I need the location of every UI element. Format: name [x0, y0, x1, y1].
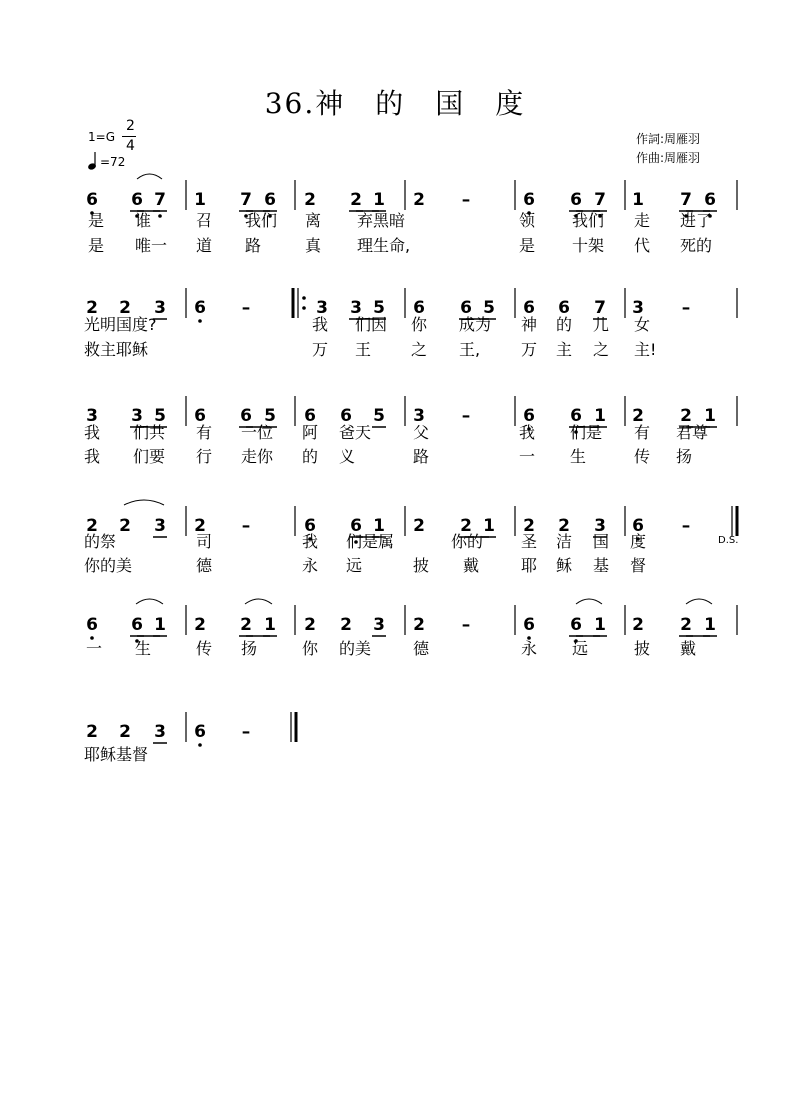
note: 6: [304, 406, 316, 426]
lyric-word: 国: [593, 532, 610, 551]
lyric-word: 有: [196, 423, 213, 442]
note: 1: [154, 615, 166, 635]
slur: [136, 599, 163, 604]
lyric-word: 扬: [241, 639, 258, 658]
lyric-word: 光明国度?: [84, 315, 157, 334]
lyricist-credit: 作詞:周雁羽: [636, 132, 701, 146]
lyric-word: 远: [346, 556, 363, 575]
lyric-word: 戴: [463, 556, 480, 575]
lyric-word: 传: [196, 639, 213, 658]
lyric-word: 死的: [680, 236, 713, 255]
ds-marking: D.S.: [718, 535, 739, 546]
lyric-word: 神: [521, 315, 538, 334]
note: 5: [154, 406, 166, 426]
lyric-word: 一: [86, 639, 103, 658]
lyric-word: 爸天: [339, 423, 372, 442]
lyric-word: 基: [593, 556, 610, 575]
lyric-word: 们是: [570, 423, 603, 442]
note: 6: [264, 190, 276, 210]
dash-note: –: [461, 615, 471, 635]
lyric-word: 的祭: [84, 532, 117, 551]
lower-octave-dot: [158, 214, 162, 218]
lyric-word: 我: [302, 532, 319, 551]
note: 3: [413, 406, 425, 426]
slur: [245, 599, 272, 604]
note: 2: [558, 516, 570, 536]
note: 3: [154, 298, 166, 318]
dash-note: –: [681, 298, 691, 318]
lyric-word: 是: [88, 236, 105, 255]
note: 6: [523, 298, 535, 318]
lyric-word: 之: [593, 340, 610, 359]
note: 3: [316, 298, 328, 318]
lyric-word: 真: [305, 236, 322, 255]
lyric-word: 我: [312, 315, 329, 334]
key-signature: 1=G: [88, 130, 115, 144]
dash-note: –: [241, 516, 251, 536]
lyric-word: 是: [519, 236, 536, 255]
note: 3: [154, 516, 166, 536]
note: 2: [632, 615, 644, 635]
note: 2: [86, 722, 98, 742]
note: 2: [460, 516, 472, 536]
lyric-word: 扬: [676, 447, 693, 466]
note: 2: [119, 722, 131, 742]
lyric-word: 理生命,: [357, 236, 411, 255]
note: 1: [264, 615, 276, 635]
note: 6: [413, 298, 425, 318]
note: 6: [194, 722, 206, 742]
note: 2: [632, 406, 644, 426]
lyric-word: 儿: [593, 315, 610, 334]
lyric-word: 耶稣基督: [84, 745, 149, 764]
lyric-word: 主: [556, 340, 573, 359]
note: 6: [194, 298, 206, 318]
repeat-dot: [302, 306, 306, 310]
note: 1: [704, 406, 716, 426]
lyric-word: 传: [634, 447, 651, 466]
note: 6: [570, 615, 582, 635]
note: 6: [523, 406, 535, 426]
note: 2: [350, 190, 362, 210]
lyric-word: 一: [519, 447, 536, 466]
note: 3: [373, 615, 385, 635]
note: 5: [373, 298, 385, 318]
lyric-word: 十架: [572, 236, 605, 255]
note: 2: [413, 615, 425, 635]
lyric-word: 度: [630, 532, 647, 551]
lyric-word: 的: [556, 315, 573, 334]
note: 6: [340, 406, 352, 426]
lyric-word: 万: [521, 340, 538, 359]
note: 2: [194, 615, 206, 635]
lyric-word: 披: [634, 639, 651, 658]
note: 7: [680, 190, 692, 210]
note: 6: [194, 406, 206, 426]
note: 2: [119, 298, 131, 318]
lyric-word: 耶: [521, 556, 538, 575]
lyric-word: 有: [634, 423, 651, 442]
note: 7: [594, 298, 606, 318]
note: 6: [558, 298, 570, 318]
lyric-word: 王,: [459, 340, 481, 359]
lyric-word: 君尊: [676, 423, 709, 442]
note: 6: [304, 516, 316, 536]
lyric-word: 德: [413, 639, 430, 658]
note: 2: [119, 516, 131, 536]
note: 1: [373, 516, 385, 536]
note: 2: [340, 615, 352, 635]
lyric-word: 督: [630, 556, 647, 575]
note: 6: [632, 516, 644, 536]
note: 2: [194, 516, 206, 536]
note: 6: [86, 615, 98, 635]
lyric-word: 生: [135, 639, 152, 658]
lyric-word: 女: [634, 315, 651, 334]
note: 6: [86, 190, 98, 210]
slur: [686, 599, 712, 604]
lyric-word: 王: [355, 340, 372, 359]
tempo-mark: =72: [100, 155, 126, 169]
lyric-word: 我: [84, 447, 101, 466]
note: 2: [413, 190, 425, 210]
lyric-word: 万: [312, 340, 329, 359]
lyric-word: 们是属: [346, 532, 395, 551]
lyric-word: 你: [411, 315, 428, 334]
lyric-word: 主!: [634, 340, 657, 359]
lyric-word: 我: [84, 423, 101, 442]
note: 3: [131, 406, 143, 426]
note: 6: [131, 190, 143, 210]
lyric-word: 走: [634, 211, 651, 230]
composer-credit: 作曲:周雁羽: [636, 151, 701, 165]
lyric-word: 我: [519, 423, 536, 442]
lyric-word: 阿: [302, 423, 319, 442]
lyric-word: 一位: [241, 423, 274, 442]
dash-note: –: [241, 722, 251, 742]
note: 2: [680, 615, 692, 635]
note: 3: [154, 722, 166, 742]
dash-note: –: [681, 516, 691, 536]
lyric-word: 代: [634, 236, 651, 255]
note: 6: [523, 190, 535, 210]
note: 6: [704, 190, 716, 210]
note: 1: [704, 615, 716, 635]
lyric-word: 生: [570, 447, 587, 466]
lyric-word: 道: [196, 236, 213, 255]
lower-octave-dot: [198, 319, 202, 323]
time-signature-bottom: 4: [126, 138, 135, 154]
lyric-word: 圣: [521, 532, 538, 551]
note: 6: [570, 190, 582, 210]
lyric-word: 洁: [556, 532, 573, 551]
note: 2: [523, 516, 535, 536]
note: 2: [304, 190, 316, 210]
lyric-word: 们因: [355, 315, 388, 334]
repeat-dot: [302, 296, 306, 300]
lyric-word: 们共: [133, 423, 166, 442]
note: 2: [86, 516, 98, 536]
note: 6: [570, 406, 582, 426]
note: 2: [240, 615, 252, 635]
note: 3: [350, 298, 362, 318]
lyric-word: 召: [196, 211, 213, 230]
lyric-word: 谁: [135, 211, 152, 230]
lyric-word: 的美: [339, 639, 372, 658]
lyric-word: 弃黑暗: [357, 211, 406, 230]
lyric-word: 父: [413, 423, 430, 442]
note: 6: [131, 615, 143, 635]
note: 1: [373, 190, 385, 210]
note: 2: [304, 615, 316, 635]
note: 3: [594, 516, 606, 536]
lyric-word: 们要: [133, 447, 166, 466]
note: 7: [240, 190, 252, 210]
note: 1: [483, 516, 495, 536]
note: 7: [154, 190, 166, 210]
lyric-word: 披: [413, 556, 430, 575]
note: 6: [460, 298, 472, 318]
slur: [137, 174, 162, 179]
song-title: 36.神 的 国 度: [264, 87, 526, 120]
lyric-word: 永: [521, 639, 538, 658]
time-signature-top: 2: [126, 118, 135, 134]
note: 3: [86, 406, 98, 426]
lyric-word: 戴: [680, 639, 697, 658]
lyric-word: 走你: [241, 447, 274, 466]
note: 6: [523, 615, 535, 635]
note: 1: [594, 406, 606, 426]
note: 5: [483, 298, 495, 318]
lyric-word: 唯一: [135, 236, 168, 255]
note: 1: [632, 190, 644, 210]
lyric-word: 你: [302, 639, 319, 658]
lyric-word: 你的: [451, 532, 484, 551]
lyric-word: 是: [88, 211, 105, 230]
note: 2: [413, 516, 425, 536]
lyric-word: 领: [519, 211, 536, 230]
lyric-word: 稣: [556, 556, 573, 575]
lyric-word: 成为: [459, 315, 492, 334]
lower-octave-dot: [198, 743, 202, 747]
note: 3: [632, 298, 644, 318]
note: 7: [594, 190, 606, 210]
lyric-word: 我们: [245, 211, 278, 230]
lyric-word: 的: [302, 447, 319, 466]
note: 5: [264, 406, 276, 426]
lyric-word: 行: [196, 447, 213, 466]
lyric-word: 远: [572, 639, 589, 658]
note: 1: [594, 615, 606, 635]
lyric-word: 进了: [680, 211, 713, 230]
dash-note: –: [461, 190, 471, 210]
lyric-word: 司: [196, 532, 213, 551]
slur: [124, 500, 164, 505]
dash-note: –: [461, 406, 471, 426]
note: 6: [240, 406, 252, 426]
lyric-word: 德: [196, 556, 213, 575]
note: 2: [86, 298, 98, 318]
lyric-word: 路: [245, 236, 262, 255]
note: 1: [194, 190, 206, 210]
note: 6: [350, 516, 362, 536]
lyric-word: 我们: [572, 211, 605, 230]
lyric-word: 路: [413, 447, 430, 466]
lyric-word: 之: [411, 340, 428, 359]
lyric-word: 义: [339, 447, 356, 466]
lyric-word: 永: [302, 556, 319, 575]
dash-note: –: [241, 298, 251, 318]
lyric-word: 离: [305, 211, 322, 230]
lyric-word: 你的美: [84, 556, 133, 575]
note: 2: [680, 406, 692, 426]
slur: [576, 599, 602, 604]
lyric-word: 救主耶稣: [84, 340, 149, 359]
note: 5: [373, 406, 385, 426]
